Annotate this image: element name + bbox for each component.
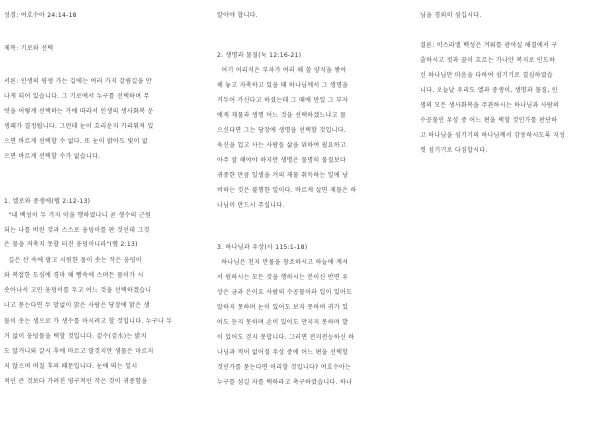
text-line: 하나님은 천지 만물을 창조하시고 하늘에 계셔 [217, 259, 349, 266]
text-line: 엇을 어떻게 선택하는 가에 따라서 인생의 생사화복 운 [4, 108, 154, 115]
text-line: 결론: 이스라엘 백성은 겨뤄를 광야실 해결에서 구 [420, 42, 558, 49]
text-line: 나고 묻는다면 두 말없이 맑은 사람은 당장에 맑은 샘 [4, 302, 150, 309]
text-line: 생의 모든 생사화복을 주관하시는 하나님과 사람의 [420, 102, 560, 109]
text-line: 누구를 섬길 자를 택하라고 촉구하였습니다. 하나 [217, 379, 353, 386]
text-line: 수공물인 우상 중 어느 편을 택할 것인가를 판단하 [420, 117, 558, 124]
text-line: 신 하나님만 마음을 다하여 섬기기로 결심하였습 [420, 72, 553, 79]
text-line: 물이 솟는 샘으로 가 생수를 마시려고 할 것입니다. 누구나 두 [4, 318, 173, 325]
text-line: 생패가 결정됩니다. 그런데 눈이 흐리운지 가리워져 있 [4, 123, 154, 130]
text-line: 니다. 오늘날 우리도 엘과 중생이, 생명과 물질, 인 [420, 87, 558, 94]
text-line: 나님이 만드시 주십니다. [217, 202, 285, 209]
text-line: 지 않으며 며칠 후의 때문입니다. 눈에 띄는 일시 [4, 363, 138, 370]
text-line: 아주 잘 해야야 하지만 생명은 물명히 물질보다 [217, 157, 347, 164]
text-line: 3. 하나님과 우상(사 115:1-18) [217, 244, 308, 251]
text-line: 말하지 못하며 눈이 있어도 보지 못하며 귀가 있 [217, 304, 349, 311]
text-line: 에게 재물과 생명 어느 것을 선택하겠느냐고 물 [217, 112, 347, 119]
text-line: 거 없이 웅덩물을 택할 것입니다. 겉수(겉水)는 밝지 [4, 333, 147, 340]
text-line: 으신다면 그는 당장에 생명을 선택할 것입니다. [217, 127, 347, 134]
text-line: 님을 경외히 섬깁시다. [420, 12, 482, 19]
text-line: 출하시고 젓과 꿀이 흐르는 가나안 복지로 인도하 [420, 57, 556, 64]
text-line: 어기 어리석은 부자가 여러 해 쓸 양식을 쌓아 [217, 67, 347, 74]
text-line: 되는 나를 버린 것과 스스로 웅덩이를 판 것인데 그것 [4, 227, 150, 234]
text-line: 길은 산 속에 팔고 시원한 물이 솟는 작은 웅덩이 [4, 257, 142, 264]
text-line: 귀중한 만큼 일생을 거의 재물 취득하는 일에 낭 [217, 172, 349, 179]
text-line: 성경: 여호수아 24:14-18 [4, 12, 77, 19]
text-line: 이 있어도 걷지 못합니다. 그러면 전지전능하신 하 [217, 334, 355, 341]
text-line: 제목: 기로와 선택 [4, 45, 54, 52]
text-line: 와 복잡한 도심에 경마 해 빵속에 스며든 물이가 시 [4, 272, 144, 279]
text-line: 1. 엘로와 중생에(텔 2:12-13) [4, 198, 91, 205]
text-line: 적인 큰 것보다 가려진 영구적인 작은 것이 귀중함을 [4, 378, 148, 385]
text-line: 2. 생명과 물질(눅 12:16-21) [217, 52, 302, 59]
text-line: 어도 듣지 못하며 손이 있어도 만지지 못하며 발 [217, 319, 349, 326]
text-line: 나님과 적어 없어질 우상 중에 어느 편을 선택할 [217, 349, 349, 356]
text-line: 서론: 인생의 평생 가는 길에는 여러 가지 갈림길을 만 [4, 78, 152, 85]
text-line: 거두어 가신다고 하셨는데 그 때에 만일 그 부자 [217, 97, 349, 104]
text-line: 것인가를 묻는다면 어리할 것입니다? 여호수아는 [217, 364, 352, 371]
text-line: 고 하나님을 섬기기의 하나님께서 감동하시도록 지성 [420, 132, 566, 139]
text-line: 솟아나서 고인 웅덩이를 두고 어느 것을 선택하겠습니 [4, 287, 152, 294]
text-line: 상은 금과 은이요 사람의 수공물이라 입이 있어도 [217, 289, 353, 296]
text-line: 해 놓고 자축하고 있을 때 하나님께서 그 생명을 [217, 82, 349, 89]
text-line: "내 백성이 두 가지 악을 행하였나니 곧 생수의 근원 [4, 212, 152, 219]
text-line: 도 않거니와 갈시 후에 마르고 말것지만 샘물은 마르지 [4, 348, 154, 355]
text-line: 알아야 합니다. [217, 12, 258, 19]
text-line: 으면 바르게 선택할 수 없다. 또 눈이 밝아도 빛이 없 [4, 138, 148, 145]
text-line: 은 물을 저축지 못할 터진 웅덩이니라"(렘 2:13) [4, 241, 138, 248]
text-line: 서 원하시는 모든 것을 행하시는 분이신 반면 우 [217, 274, 349, 281]
text-line: 나게 되어 있습니다. 그 기로에서 누구를 선택하며 무 [4, 93, 150, 100]
text-line: 껏 섬기기로 다짐합시다. [420, 147, 488, 154]
text-line: 으면 바르게 선택할 수가 없습니다. [4, 153, 101, 160]
text-line: 육신을 입고 사는 사람들 삶을 위하여 필요하고 [217, 142, 347, 149]
text-line: 비하는 것은 불행한 일이다. 바르게 살면 재물은 하 [217, 187, 357, 194]
